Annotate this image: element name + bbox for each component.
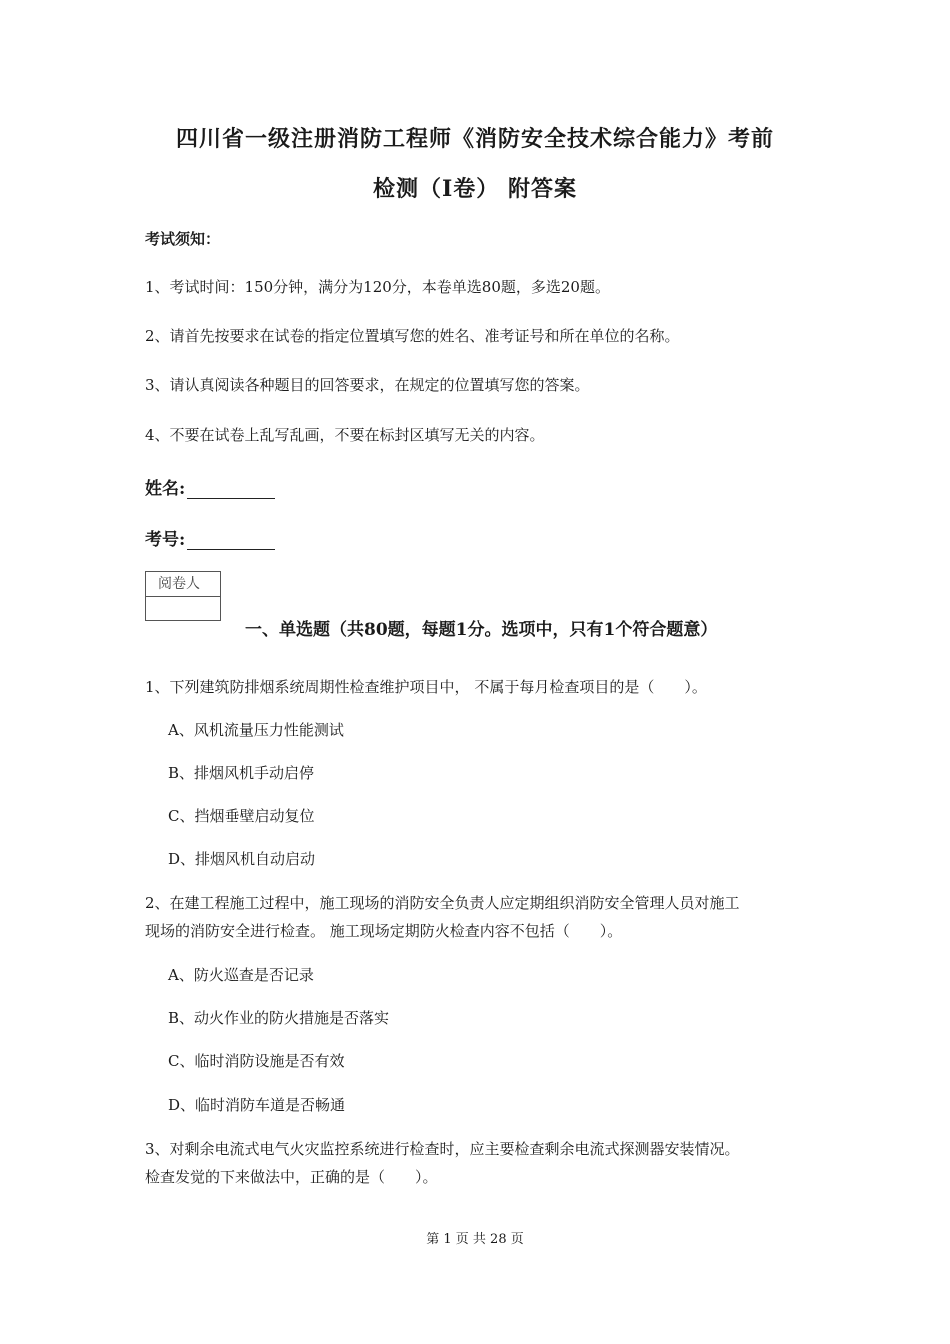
option: A、风机流量压力性能测试 bbox=[168, 721, 344, 739]
notice-item: 4、不要在试卷上乱写乱画，不要在标封区填写无关的内容。 bbox=[145, 426, 545, 444]
page-footer: 第 1 页 共 28 页 bbox=[426, 1232, 524, 1247]
name-blank[interactable] bbox=[187, 482, 275, 499]
question-stem: 检查发觉的下来做法中，正确的是（ ）。 bbox=[145, 1168, 438, 1186]
id-label: 考号: bbox=[145, 530, 186, 550]
question-stem: 1、下列建筑防排烟系统周期性检查维护项目中， 不属于每月检查项目的是（ ）。 bbox=[145, 678, 707, 696]
option: A、防火巡查是否记录 bbox=[168, 966, 314, 984]
question-stem: 2、在建工程施工过程中，施工现场的消防安全负责人应定期组织消防安全管理人员对施工 bbox=[145, 894, 740, 912]
question-stem: 现场的消防安全进行检查。 施工现场定期防火检查内容不包括（ ）。 bbox=[145, 922, 623, 940]
name-label: 姓名: bbox=[145, 479, 186, 499]
question-stem: 3、对剩余电流式电气火灾监控系统进行检查时，应主要检查剩余电流式探测器安装情况。 bbox=[145, 1140, 740, 1158]
notice-item: 2、请首先按要求在试卷的指定位置填写您的姓名、准考证号和所在单位的名称。 bbox=[145, 327, 680, 345]
notice-heading: 考试须知： bbox=[145, 230, 221, 248]
option: B、排烟风机手动启停 bbox=[168, 764, 315, 782]
name-field bbox=[145, 474, 275, 499]
section-title: 一、单选题（共80题，每题1分。选项中，只有1个符合题意） bbox=[245, 620, 718, 640]
option: C、临时消防设施是否有效 bbox=[168, 1052, 345, 1070]
option: C、挡烟垂壁启动复位 bbox=[168, 807, 315, 825]
id-field bbox=[145, 525, 275, 550]
page-title: 四川省一级注册消防工程师《消防安全技术综合能力》考前 bbox=[175, 126, 774, 152]
option: D、排烟风机自动启动 bbox=[168, 850, 316, 868]
id-blank[interactable] bbox=[187, 533, 275, 550]
reviewer-label: 阅卷人 bbox=[146, 572, 220, 597]
option: D、临时消防车道是否畅通 bbox=[168, 1096, 346, 1114]
reviewer-box bbox=[145, 571, 221, 621]
option: B、动火作业的防火措施是否落实 bbox=[168, 1009, 390, 1027]
notice-item: 3、请认真阅读各种题目的回答要求，在规定的位置填写您的答案。 bbox=[145, 376, 590, 394]
page-subtitle: 检测（I卷） 附答案 bbox=[373, 176, 577, 202]
notice-item: 1、考试时间：150分钟，满分为120分，本卷单选80题，多选20题。 bbox=[145, 278, 610, 296]
